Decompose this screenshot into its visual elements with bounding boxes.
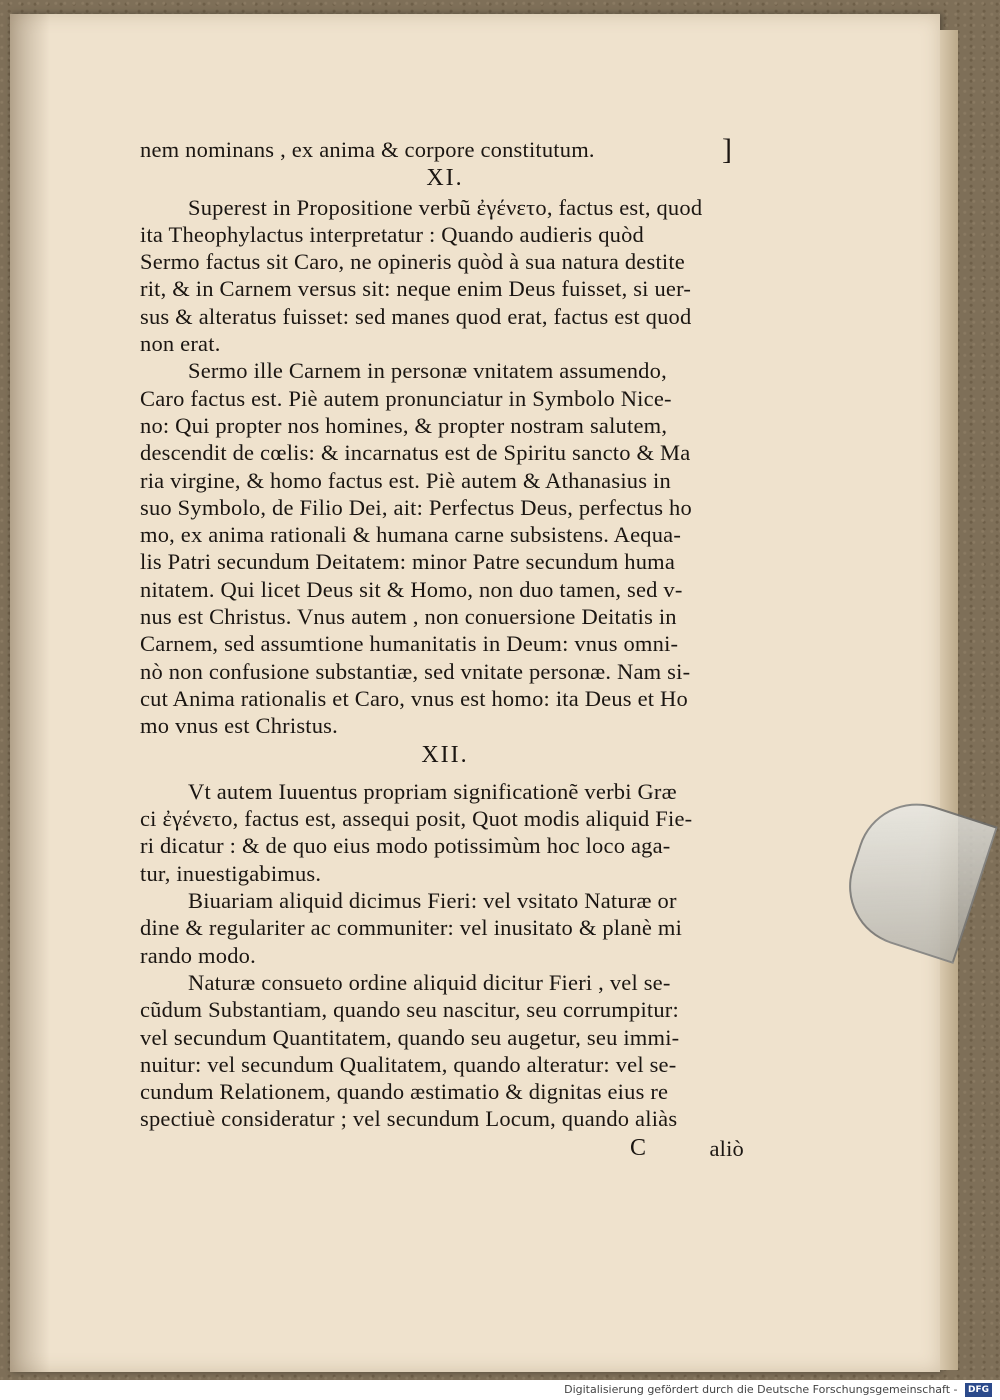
text-line: descendit de cœlis: & incarnatus est de Spiritu sancto & Ma xyxy=(140,440,691,466)
paragraph xyxy=(140,357,750,739)
section-heading-xii: XII. xyxy=(421,741,469,768)
paragraph xyxy=(140,778,750,887)
text-line: lis Patri secundum Deitatem: minor Patre secundum huma xyxy=(140,549,676,575)
text-line: Superest in Propositione verbũ ἐγένετο, factus est, quod xyxy=(188,194,703,220)
page-text xyxy=(140,136,750,1162)
text-line: cũdum Substantiam, quando seu nascitur, seu corrumpitur: xyxy=(140,997,679,1023)
text-line: nitatem. Qui licet Deus sit & Homo, non duo tamen, sed v- xyxy=(140,576,683,602)
text-line: ri dicatur : & de quo eius modo potissimùm hoc loco aga- xyxy=(140,833,671,859)
text-line: Carnem, sed assumtione humanitatis in Deum: vnus omni- xyxy=(140,631,679,657)
text-line: rando modo. xyxy=(140,942,256,968)
dfg-logo: DFG xyxy=(965,1383,992,1397)
text-line: nò non confusione substantiæ, sed vnitate personæ. Nam si- xyxy=(140,658,691,684)
text-line: tur, inuestigabimus. xyxy=(140,860,322,886)
text-line: non erat. xyxy=(140,331,221,357)
marginal-bracket: ] xyxy=(722,133,732,166)
text-line: nem nominans , ex anima & corpore constitutum. xyxy=(140,137,595,162)
signature-row xyxy=(140,1135,750,1162)
paragraph xyxy=(140,887,750,969)
text-line: rit, & in Carnem versus sit: neque enim Deus fuisset, si uer- xyxy=(140,276,692,302)
text-line: mo vnus est Christus. xyxy=(140,713,338,739)
text-line: dine & regulariter ac communiter: vel inusitato & planè mi xyxy=(140,915,683,941)
catchword: aliò xyxy=(709,1135,744,1161)
page-edge xyxy=(940,30,958,1370)
text-line: spectiuè consideratur ; vel secundum Locum, quando aliàs xyxy=(140,1106,678,1132)
spacer xyxy=(140,770,750,778)
text-line: ria virgine, & homo factus est. Piè autem & Athanasius in xyxy=(140,467,671,493)
section-heading-xi: XI. xyxy=(426,165,464,192)
text-line: cundum Relationem, quando æstimatio & dignitas eius re xyxy=(140,1079,669,1105)
text-line: Sermo factus sit Caro, ne opineris quòd à sua natura destite xyxy=(140,249,685,275)
text-line: Vt autem Iuuentus propriam significationẽ verbi Græ xyxy=(188,778,677,804)
text-line: Caro factus est. Piè autem pronunciatur in Symbolo Nice- xyxy=(140,385,672,411)
paragraph xyxy=(140,194,750,358)
text-line: ci ἐγένετο, factus est, assequi posit, Quot modis aliquid Fie- xyxy=(140,806,693,832)
signature-mark: C xyxy=(630,1134,647,1161)
text-line: no: Qui propter nos homines, & propter nostram salutem, xyxy=(140,412,668,438)
paragraph xyxy=(140,969,750,1133)
footer-bar xyxy=(0,1380,1000,1400)
text-line: cut Anima rationalis et Caro, vnus est homo: ita Deus et Ho xyxy=(140,685,688,711)
text-line: nuitur: vel secundum Qualitatem, quando alteratur: vel se- xyxy=(140,1051,677,1077)
text-line: vel secundum Quantitatem, quando seu augetur, seu immi- xyxy=(140,1024,680,1050)
gutter-shadow xyxy=(10,14,50,1372)
text-line: sus & alteratus fuisset: sed manes quod erat, factus est quod xyxy=(140,303,692,329)
text-line: Sermo ille Carnem in personæ vnitatem assumendo, xyxy=(188,358,667,384)
text-line: Naturæ consueto ordine aliquid dicitur Fieri , vel se- xyxy=(188,969,671,995)
text-line: Biuariam aliquid dicimus Fieri: vel vsitato Naturæ or xyxy=(188,888,677,914)
text-line: mo, ex anima rationali & humana carne subsistens. Aequa- xyxy=(140,522,682,548)
text-line: nus est Christus. Vnus autem , non conuersione Deitatis in xyxy=(140,604,677,630)
text-line: suo Symbolo, de Filio Dei, ait: Perfectus Deus, perfectus ho xyxy=(140,494,692,520)
funding-credit: Digitalisierung gefördert durch die Deutsche Forschungsgemeinschaft - xyxy=(564,1383,958,1396)
text-line: ita Theophylactus interpretatur : Quando audieris quòd xyxy=(140,221,644,247)
